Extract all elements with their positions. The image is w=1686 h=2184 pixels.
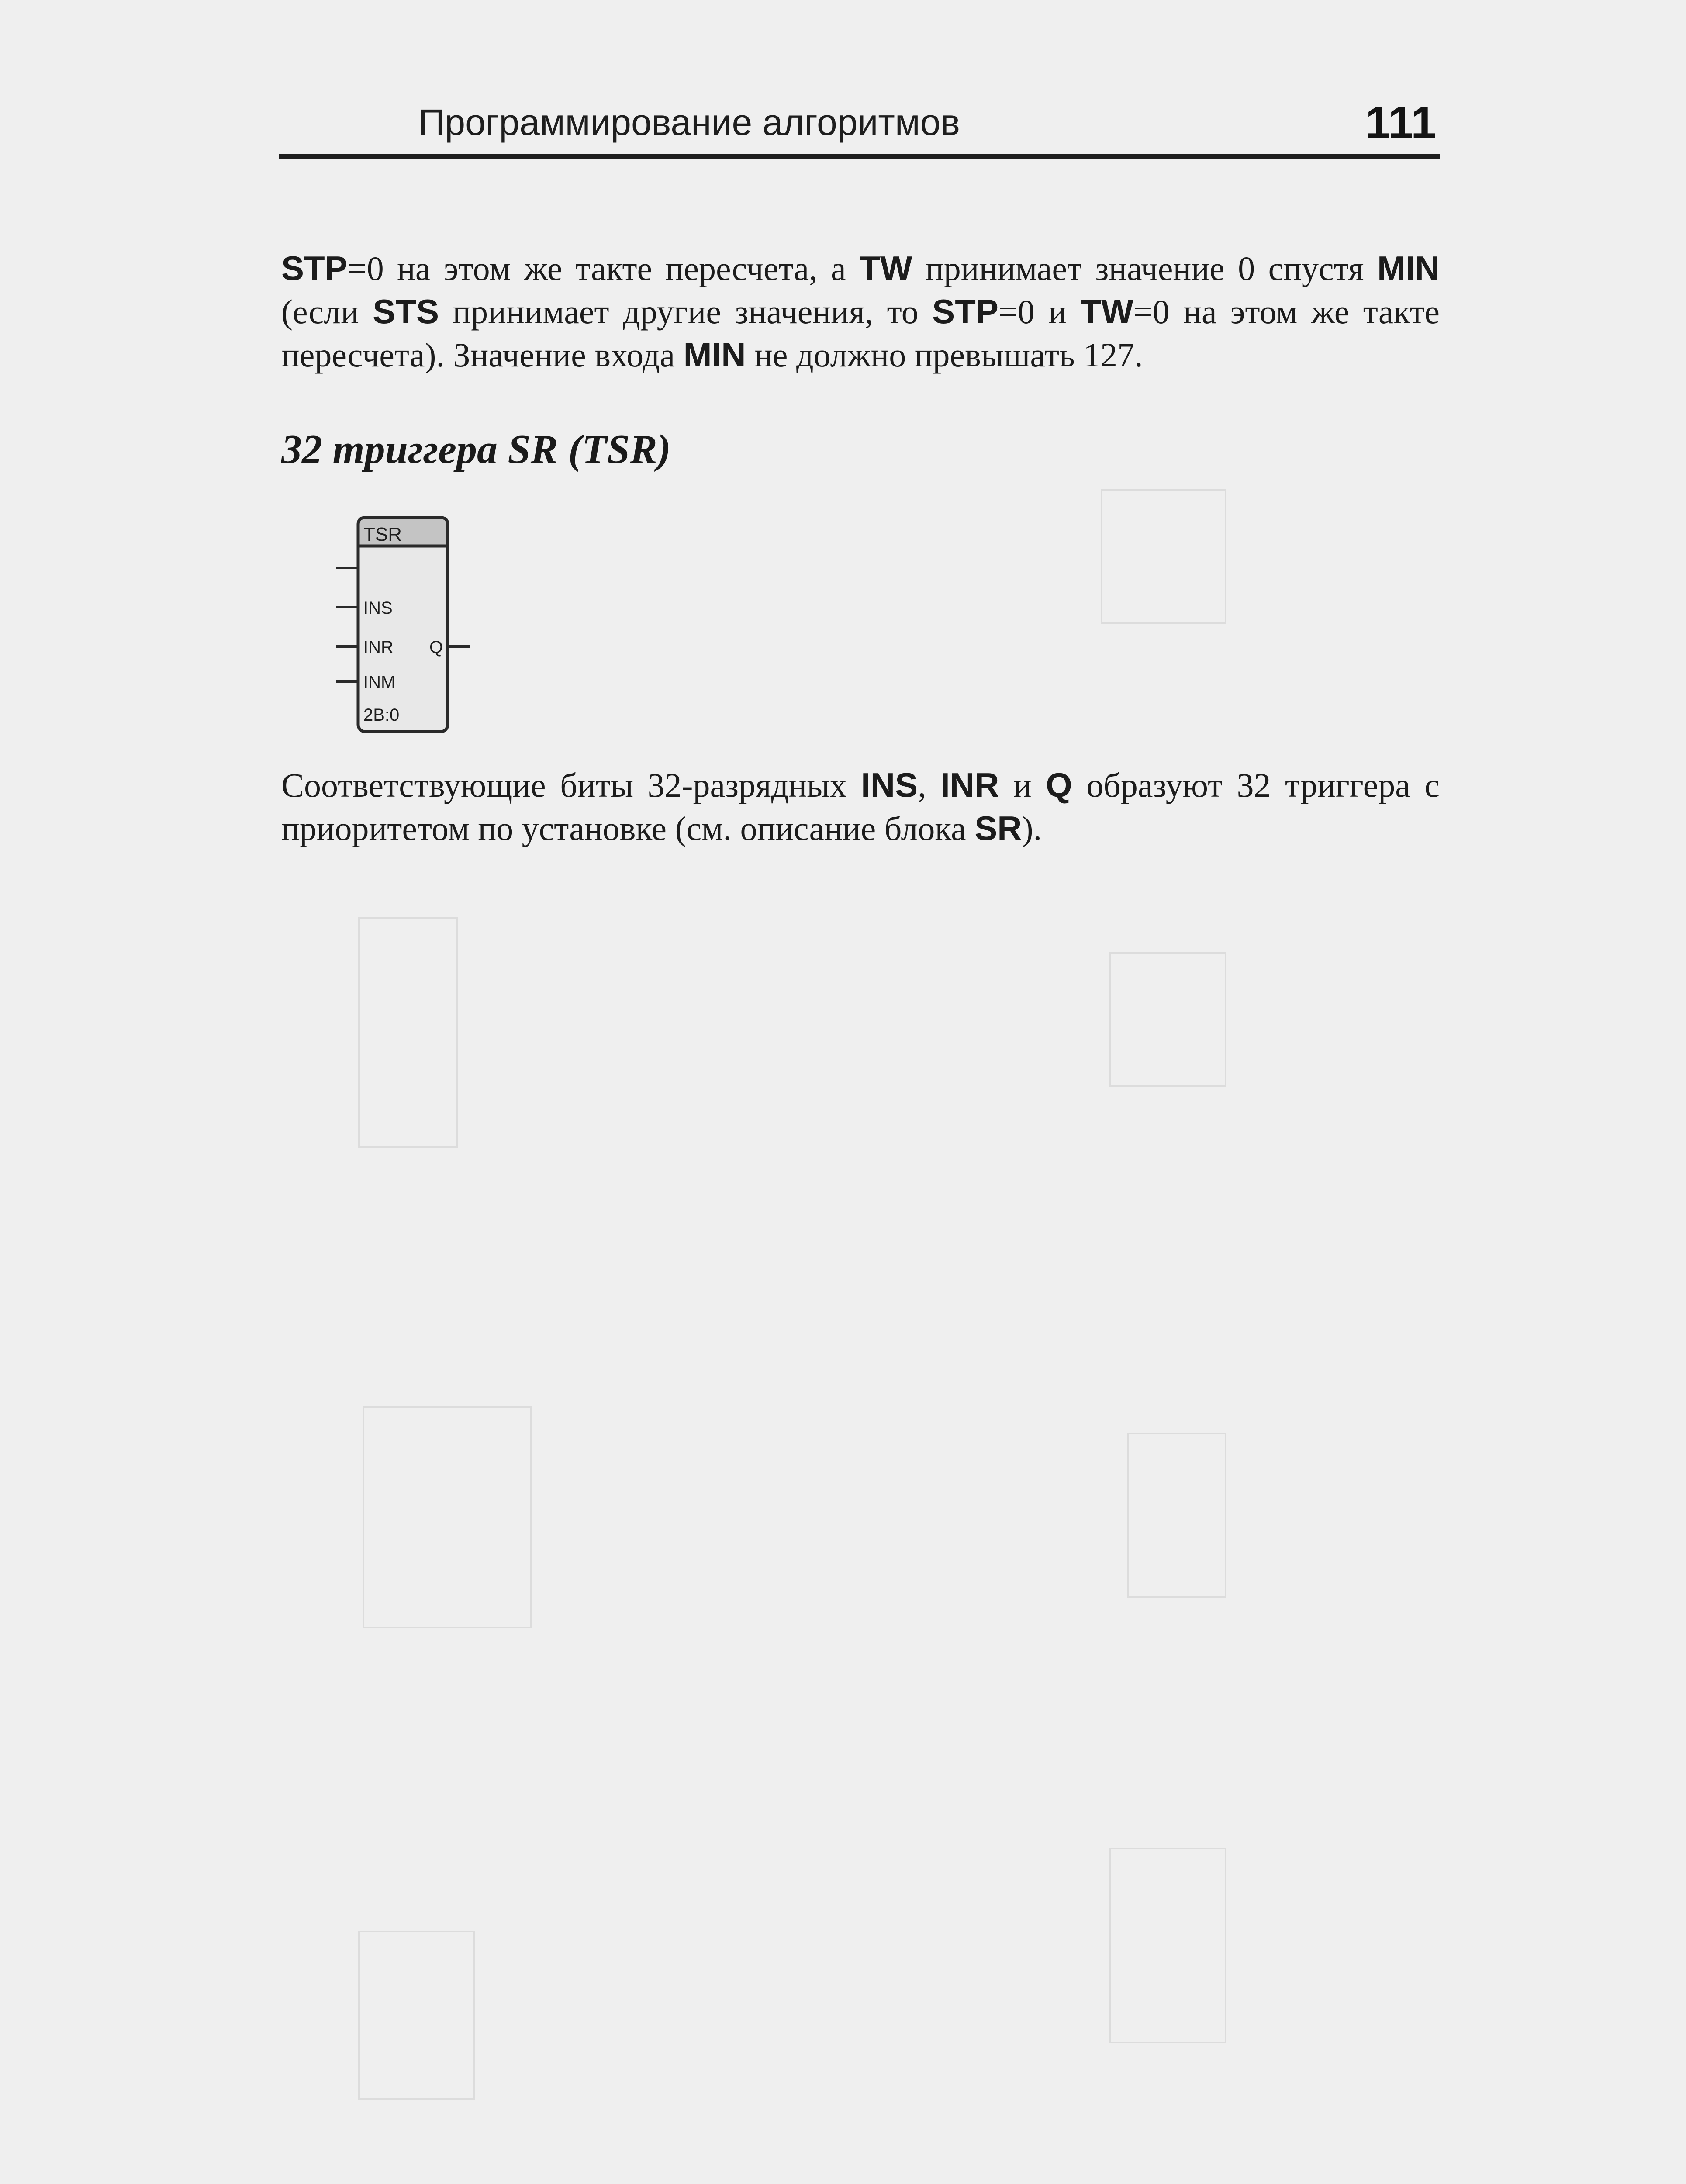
text-run: принимает другие значения, то <box>439 293 933 331</box>
ins-label: INS <box>363 598 393 618</box>
section-heading: 32 триггера SR (TSR) <box>281 427 671 472</box>
text-run: =0 на этом же такте пересчета, а <box>347 249 860 287</box>
text-run: (если <box>281 293 373 331</box>
term-inr: INR <box>940 766 999 804</box>
text-run: =0 на этом же такте пересчета). Значение входа <box>281 293 1440 374</box>
tsr-block-diagram <box>323 507 498 751</box>
intro-paragraph <box>281 247 1440 377</box>
text-run: ). <box>1022 809 1042 847</box>
text-run: образуют 32 триггера с приоритетом по установке (см. описание блока <box>281 766 1440 847</box>
page-number: 111 <box>1365 97 1436 148</box>
term-ins: INS <box>861 766 918 804</box>
text-run: Соответствующие биты 32-разрядных <box>281 766 861 804</box>
term-tw: TW <box>859 249 912 287</box>
q-label: Q <box>429 638 443 657</box>
inm-label: INM <box>363 673 396 692</box>
term-sr: SR <box>974 809 1022 847</box>
bleed-through-box <box>358 1931 475 2100</box>
header-title: Программирование алгоритмов <box>418 102 960 143</box>
block-name: TSR <box>363 524 402 545</box>
term-min: MIN <box>683 335 746 374</box>
text-run: =0 и <box>998 293 1081 331</box>
block-address: 2B:0 <box>363 705 400 725</box>
term-stp: STP <box>281 249 348 287</box>
term-sts: STS <box>373 292 439 331</box>
term-q: Q <box>1046 766 1072 804</box>
bleed-through-box <box>1109 1848 1226 2043</box>
bleed-through-box <box>363 1406 532 1628</box>
bleed-through-box <box>1127 1433 1226 1598</box>
bleed-through-box <box>358 917 458 1148</box>
inr-label: INR <box>363 638 394 657</box>
term-min: MIN <box>1377 249 1440 287</box>
running-header <box>279 97 1440 159</box>
text-run: и <box>999 766 1046 804</box>
text-run: принимает значение 0 спустя <box>912 249 1378 287</box>
text-run: не должно превышать 127. <box>746 336 1143 374</box>
bleed-through-box <box>1109 952 1226 1087</box>
text-run: , <box>918 766 941 804</box>
description-paragraph <box>281 764 1440 850</box>
block-body <box>358 518 448 732</box>
term-tw: TW <box>1080 292 1133 331</box>
bleed-through-box <box>1101 489 1226 624</box>
term-stp: STP <box>932 292 998 331</box>
